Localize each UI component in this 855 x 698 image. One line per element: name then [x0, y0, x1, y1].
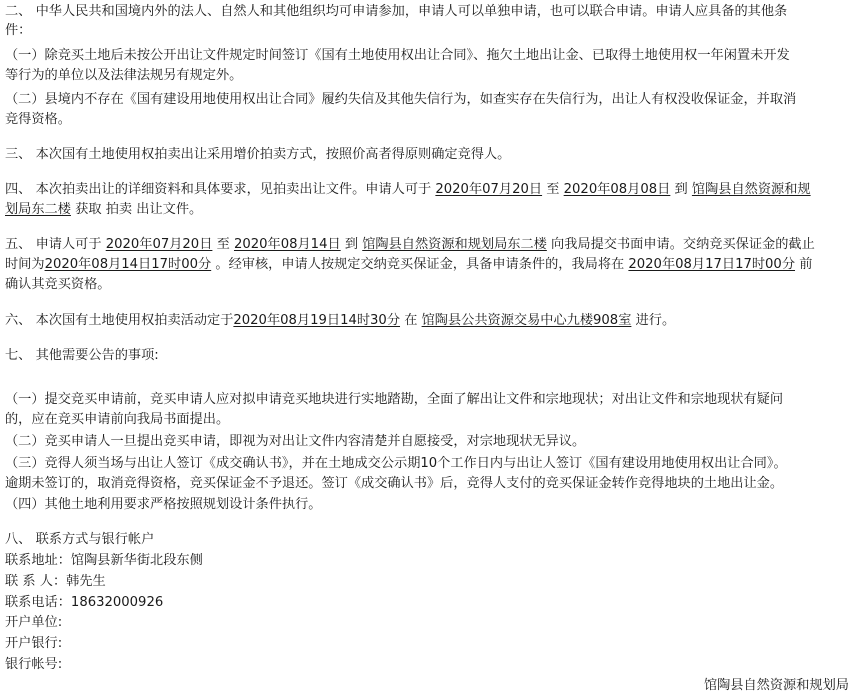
sec7-item-3-line-2: 逾期未签订的，取消竞得资格，竞买保证金不予退还。签订《成交确认书》后，竞得人支付的竞买保证金转作竞得地块的土地出让金。 — [5, 476, 784, 491]
issuer-signature: 馆陶县自然资源和规划局 — [703, 678, 849, 693]
sec4-date-end: 2020年08月08日 — [563, 182, 671, 197]
sec5-text: 至 — [212, 237, 234, 252]
account-number: 银行帐号: — [5, 657, 63, 672]
sec8-title: 八、 联系方式与银行帐户 — [5, 532, 155, 547]
sec4-place: 馆陶县自然资源和规 — [691, 182, 811, 197]
sec2-condition-1-line-1: （一）除竞买土地后未按公开出让文件规定时间签订《国有土地使用权出让合同》、拖欠土地出让金、已取得土地使用权一年闲置未开发 — [5, 48, 790, 63]
sec5-text: 时间为 — [5, 257, 45, 272]
sec4-text: 获取 拍卖 出让文件。 — [70, 202, 203, 217]
sec7-item-2: （二）竞买申请人一旦提出竞买申请，即视为对出让文件内容清楚并自愿接受，对宗地现状无异议。 — [5, 434, 586, 449]
sec6-text: 六、 本次国有土地使用权拍卖活动定于 — [5, 313, 234, 328]
sec4-text: 至 — [542, 182, 564, 197]
sec5-text: 五、 申请人可于 — [5, 237, 106, 252]
sec7-title: 七、 其他需要公告的事项: — [5, 348, 159, 363]
sec6-text: 进行。 — [631, 313, 676, 328]
sec5-line-2 — [5, 256, 812, 274]
sec5-text: 前 — [795, 257, 813, 272]
sec5-line-3: 确认其竞买资格。 — [5, 277, 111, 292]
account-unit: 开户单位: — [5, 615, 63, 630]
sec5-place: 馆陶县自然资源和规划局东二楼 — [362, 237, 547, 252]
sec3-paragraph: 三、 本次国有土地使用权拍卖出让采用增价拍卖方式，按照价高者得原则确定竞得人。 — [5, 147, 511, 162]
sec5-text: 。经审核，申请人按规定交纳竞买保证金，具备申请条件的，我局将在 — [211, 257, 629, 272]
sec7-item-4: （四）其他土地利用要求严格按照规划设计条件执行。 — [5, 497, 322, 512]
sec2-line-1: 二、 中华人民共和国境内外的法人、自然人和其他组织均可申请参加，申请人可以单独申请，也可以联合申请。申请人应具备的其他条 — [5, 4, 788, 19]
sec5-date-start: 2020年07月20日 — [105, 237, 213, 252]
sec4-line-2 — [5, 201, 202, 219]
sec7-item-3-line-1: （三）竞得人须当场与出让人签订《成交确认书》，并在土地成交公示期10个工作日内与出让人签订《国有建设用地使用权出让合同》。 — [5, 456, 787, 471]
sec4-date-start: 2020年07月20日 — [435, 182, 543, 197]
sec4-text: 到 — [670, 182, 692, 197]
sec2-condition-2-line-2: 竞得资格。 — [5, 112, 71, 127]
contact-person: 联 系 人：韩先生 — [5, 574, 106, 589]
sec6-auction-place: 馆陶县公共资源交易中心九楼908室 — [421, 313, 632, 328]
sec5-line-1 — [5, 236, 815, 254]
sec4-text: 四、 本次拍卖出让的详细资料和具体要求，见拍卖出让文件。申请人可于 — [5, 182, 436, 197]
sec5-deposit-deadline: 2020年08月14日17时00分 — [44, 257, 212, 272]
sec5-confirm-time: 2020年08月17日17时00分 — [628, 257, 796, 272]
contact-phone: 联系电话：18632000926 — [5, 595, 164, 610]
sec5-date-end: 2020年08月14日 — [233, 237, 341, 252]
sec6-line — [5, 312, 675, 330]
account-bank: 开户银行: — [5, 636, 63, 651]
sec4-place-cont: 划局东二楼 — [5, 202, 71, 217]
sec2-line-2: 件： — [5, 23, 32, 38]
sec4-line-1 — [5, 181, 811, 199]
sec6-text: 在 — [400, 313, 422, 328]
sec5-text: 向我局提交书面申请。交纳竞买保证金的截止 — [546, 237, 815, 252]
sec7-item-1-line-1: （一）提交竞买申请前，竞买申请人应对拟申请竞买地块进行实地踏勘，全面了解出让文件和宗地现状；对出让文件和宗地现状有疑问 — [5, 392, 784, 407]
sec6-auction-time: 2020年08月19日14时30分 — [233, 313, 401, 328]
sec2-condition-2-line-1: （二）县境内不存在《国有建设用地使用权出让合同》履约失信及其他失信行为，如查实存在失信行为，出让人有权没收保证金，并取消 — [5, 92, 797, 107]
sec2-condition-1-line-2: 等行为的单位以及法律法规另有规定外。 — [5, 68, 243, 83]
contact-address: 联系地址：馆陶县新华街北段东侧 — [5, 553, 203, 568]
sec5-text: 到 — [340, 237, 363, 252]
sec7-item-1-line-2: 的，应在竞买申请前向我局书面提出。 — [5, 412, 230, 427]
